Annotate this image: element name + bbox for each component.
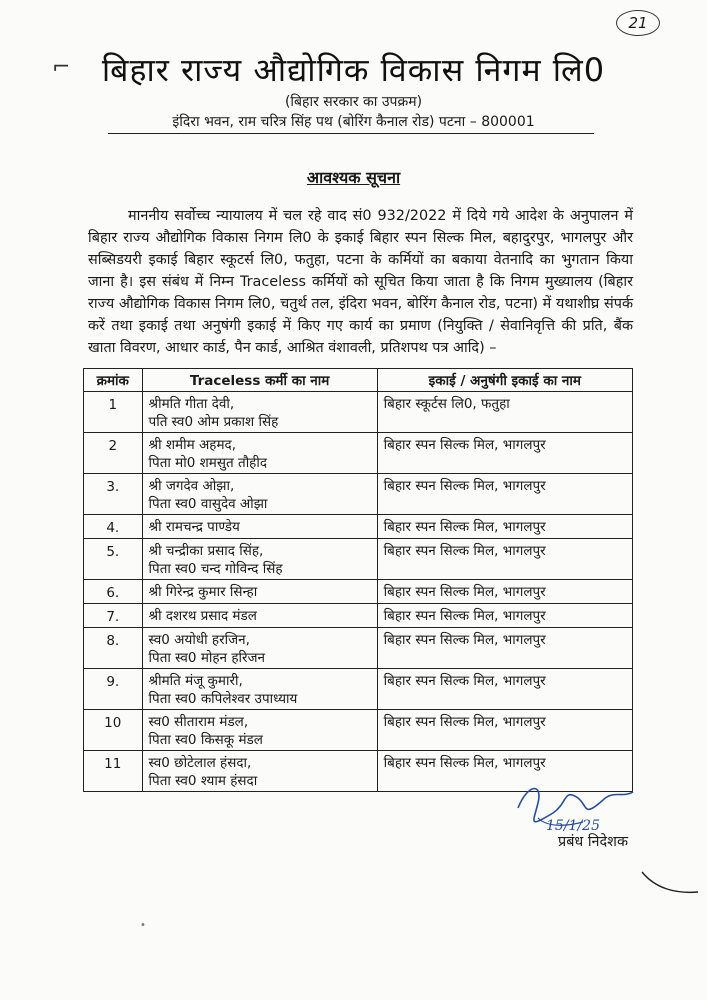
- table-row: [84, 474, 633, 515]
- header-divider: [108, 133, 594, 134]
- row-unit: बिहार स्पन सिल्क मिल, भागलपुर: [377, 628, 632, 669]
- row-sr: 8.: [84, 628, 143, 669]
- row-name-line2: पिता स्व0 किसकू मंडल: [148, 732, 263, 748]
- table-row: [84, 604, 633, 628]
- row-unit: बिहार स्पन सिल्क मिल, भागलपुर: [377, 515, 632, 539]
- table-row: [84, 669, 633, 710]
- col-header-name: Traceless कर्मी का नाम: [142, 369, 377, 392]
- table-row: [84, 515, 633, 539]
- row-name-line2: पिता मो0 शमसुत तौहीद: [148, 455, 268, 471]
- table-row: [84, 433, 633, 474]
- traceless-table: [83, 368, 633, 792]
- row-name-line1: श्री चन्द्रीका प्रसाद सिंह,: [148, 543, 264, 559]
- row-name-line2: पिता स्व0 श्याम हंसदा: [148, 773, 258, 789]
- row-unit: बिहार स्पन सिल्क मिल, भागलपुर: [377, 751, 632, 792]
- row-name-line2: पिता स्व0 वासुदेव ओझा: [148, 496, 268, 512]
- row-sr: 10: [84, 710, 143, 751]
- table-header-row: [84, 369, 633, 392]
- row-name: [142, 710, 377, 751]
- row-unit: बिहार स्पन सिल्क मिल, भागलपुर: [377, 474, 632, 515]
- org-subtitle: (बिहार सरकार का उपक्रम): [284, 94, 423, 110]
- row-name: [142, 604, 377, 628]
- row-sr: 2: [84, 433, 143, 474]
- row-unit: बिहार स्पन सिल्क मिल, भागलपुर: [377, 710, 632, 751]
- row-name: [142, 580, 377, 604]
- col-header-unit: इकाई / अनुषंगी इकाई का नाम: [377, 369, 632, 392]
- row-unit: बिहार स्पन सिल्क मिल, भागलपुर: [377, 433, 632, 474]
- row-sr: 4.: [84, 515, 143, 539]
- row-sr: 11: [84, 751, 143, 792]
- row-name-line2: पिता स्व0 मोहन हरिजन: [148, 650, 266, 666]
- row-sr: 7.: [84, 604, 143, 628]
- row-name-line1: स्व0 सीताराम मंडल,: [148, 714, 249, 730]
- margin-mark: ⌐: [52, 55, 71, 80]
- signature-scribble: [508, 778, 638, 838]
- stray-mark: •: [140, 920, 146, 931]
- row-unit: बिहार स्पन सिल्क मिल, भागलपुर: [377, 580, 632, 604]
- row-name-line1: श्री रामचन्द्र पाण्डेय: [148, 519, 240, 535]
- row-name-line1: श्रीमति मंजू कुमारी,: [148, 673, 243, 689]
- row-name-line2: पति स्व0 ओम प्रकाश सिंह: [148, 414, 279, 430]
- notice-title-text: आवश्यक सूचना: [306, 168, 401, 187]
- row-sr: 6.: [84, 580, 143, 604]
- row-sr: 1: [84, 392, 143, 433]
- row-name-line2: पिता स्व0 चन्द गोविन्द सिंह: [148, 561, 283, 577]
- row-name-line2: पिता स्व0 कपिलेश्वर उपाध्याय: [148, 691, 298, 707]
- row-sr: 9.: [84, 669, 143, 710]
- table-row: [84, 539, 633, 580]
- table-row: [84, 580, 633, 604]
- row-name-line1: स्व0 छोटेलाल हंसदा,: [148, 755, 252, 771]
- row-name-line1: श्री दशरथ प्रसाद मंडल: [148, 608, 257, 624]
- row-sr: 5.: [84, 539, 143, 580]
- row-unit: बिहार स्पन सिल्क मिल, भागलपुर: [377, 539, 632, 580]
- row-name: [142, 433, 377, 474]
- signature-date: 15/1/25: [546, 818, 600, 834]
- row-name: [142, 539, 377, 580]
- row-sr: 3.: [84, 474, 143, 515]
- row-name: [142, 474, 377, 515]
- signatory-designation: प्रबंध निदेशक: [558, 834, 629, 850]
- row-name-line1: श्री गिरेन्द्र कुमार सिन्हा: [148, 584, 258, 600]
- org-address: इंदिरा भवन, राम चरित्र सिंह पथ (बोरिंग कैनाल रोड) पटना – 800001: [172, 114, 535, 130]
- org-name: बिहार राज्य औद्योगिक विकास निगम लि0: [101, 51, 606, 89]
- table-row: [84, 628, 633, 669]
- corner-scribble: [640, 868, 700, 898]
- row-name-line1: श्री शमीम अहमद,: [148, 437, 237, 453]
- row-name-line1: श्री जगदेव ओझा,: [148, 478, 235, 494]
- table-row: [84, 710, 633, 751]
- page-number: 21: [616, 10, 660, 36]
- row-unit: बिहार स्पन सिल्क मिल, भागलपुर: [377, 604, 632, 628]
- row-name-line1: श्रीमति गीता देवी,: [148, 396, 235, 412]
- table-row: [84, 392, 633, 433]
- row-name: [142, 515, 377, 539]
- notice-title: [0, 166, 707, 188]
- row-name-line1: स्व0 अयोधी हरजिन,: [148, 632, 250, 648]
- row-unit: बिहार स्पन सिल्क मिल, भागलपुर: [377, 669, 632, 710]
- row-name: [142, 392, 377, 433]
- notice-body: माननीय सर्वोच्च न्यायालय में चल रहे वाद सं0 932/2022 में दिये गये आदेश के अनुपालन में बिहार राज्य औद्योगिक विकास निगम लि0 के इकाई बिहार स्पन सिल्क मिल, बहादुरपुर, भागलपुर और सब्सिडयरी इकाई बिहार स्कूटर्स लि0, फतुहा, पटना के कर्मियों का बकाया वेतनादि का भुगतान किया जाना है। इस संबंध में निम्न Traceless कर्मियों को सूचित किया जाता है कि निगम मुख्यालय (बिहार राज्य औद्योगिक विकास निगम लि0, चतुर्थ तल, इंदिरा भवन, बोरिंग कैनाल रोड, पटना) में यथाशीघ्र संपर्क करें तथा इकाई तथा अनुषंगी इकाई में किए गए कार्य का प्रमाण (नियुक्ति / सेवानिवृत्ति की प्रति, बैंक खाता विवरण, आधार कार्ड, पैन कार्ड, आश्रित वंशावली, प्रतिशपथ पत्र आदि) –: [88, 208, 633, 356]
- row-name: [142, 751, 377, 792]
- row-name: [142, 628, 377, 669]
- col-header-sr: क्रमांक: [84, 369, 143, 392]
- row-name: [142, 669, 377, 710]
- row-unit: बिहार स्कूर्टस लि0, फतुहा: [377, 392, 632, 433]
